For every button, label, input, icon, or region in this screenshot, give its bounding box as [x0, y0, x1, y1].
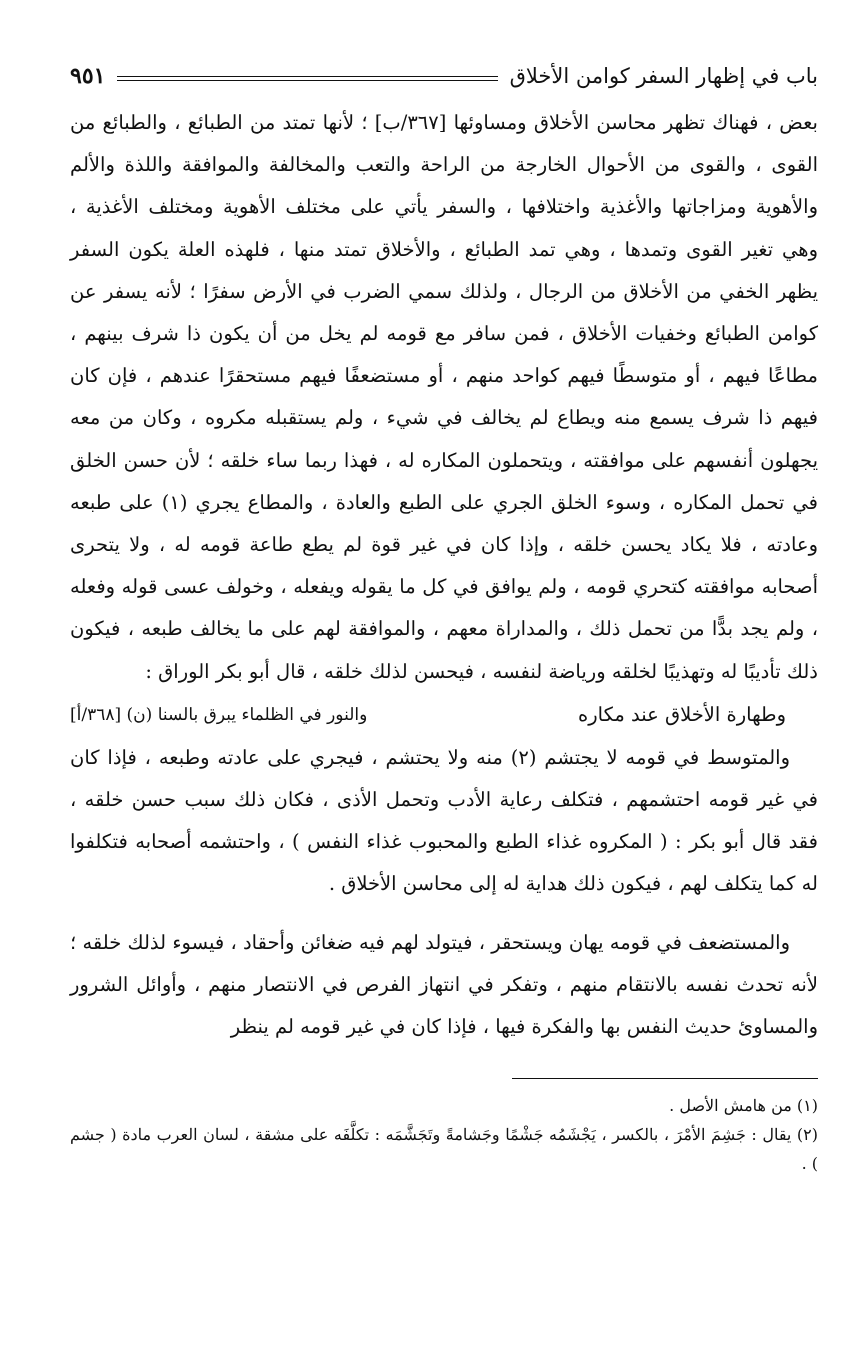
header-rule — [117, 76, 497, 81]
footnotes — [70, 1091, 818, 1178]
main-text — [70, 102, 818, 1048]
footnote-separator — [512, 1078, 818, 1079]
footnote: (١) من هامش الأصل . — [669, 1096, 818, 1116]
book-page — [70, 56, 818, 1316]
paragraph: والمستضعف في قومه يهان ويستحقر ، فيتولد لهم فيه ضغائن وأحقاد ، فيسوء لذلك خلقه ؛ لأنه تحدث نفسه بالانتقام منهم ، وتفكر في انتهاز الفرص في الانتصار منهم ، وأوائل الشرور والمساوئ حديث النفس بها والفكرة فيها ، فإذا كان في غير قومه لم ينظر — [70, 930, 818, 1039]
running-header — [70, 56, 818, 96]
footnote: (٢) يقال : جَشِمَ الأمْرَ ، بالكسر ، يَجْشَمُه جَشْمًا وجَشامةً وتَجَشَّمَه : تكلَّفَه على مشقة ، لسان العرب مادة ( جشم ) . — [70, 1125, 818, 1174]
chapter-title: باب في إظهار السفر كوامن الأخلاق — [509, 64, 818, 88]
verse-first-hemistich: وطهارة الأخلاق عند مكاره — [578, 702, 786, 726]
paragraph: بعض ، فهناك تظهر محاسن الأخلاق ومساوئها [٣٦٧/ب] ؛ لأنها تمتد من الطبائع ، والطبائع من القوى ، والقوى من الأحوال الخارجة من الراحة والتعب والمخالفة والموافقة واللذة والألم والأهوية ومزاجاتها والأغذية واختلافها ، والسفر يأتي على مختلف الأهوية ومختلف الأغذية ، وهي تغير القوى وتمدها ، وهي تمد الطبائع ، والأخلاق تمتد منها ، فلهذه العلة يكون السفر يظهر الخفي من الأخلاق من الرجال ، ولذلك سمي الضرب في الأرض سفرًا ؛ لأنه يسفر عن كوامن الطبائع وخفيات الأخلاق ، فمن سافر مع قومه لم يخل من أن يكون ذا شرف بينهم ، مطاعًا فيهم ، أو متوسطًا فيهم كواحد منهم ، أو مستضعفًا فيهم مستحقرًا عندهم ، فإن كان فيهم ذا شرف يسمع منه ويطاع لم يخالف في شيء ، ولم يستقبله مكروه ، وكان من معه يجهلون أنفسهم على موافقته ، ويتحملون المكاره له ، فهذا ربما ساء خلقه ؛ لأن حسن الخلق في تحمل المكاره ، وسوء الخلق الجري على الطبع والعادة ، والمطاع يجري (١) على طبعه وعادته ، فلا يكاد يحسن خلقه ، وإذا كان في غير قوة لم يطع طاعة قومه له ، ولا يتحرى أصحابه موافقته كتحري قومه ، ولم يوافق في كل ما يقوله ويفعله ، وخولف عسى قوله وفعله ، ولم يجد بدًّا من تحمل ذلك ، والمداراة معهم ، والموافقة لهم على ما يخالف طبعه ، فيكون ذلك تأديبًا له وتهذيبًا لخلقه ورياضة لنفسه ، فيحسن لذلك خلقه ، قال أبو بكر الوراق : — [70, 111, 818, 683]
paragraph: والمتوسط في قومه لا يجتشم (٢) منه ولا يحتشم ، فيجري على عادته وطبعه ، فإذا كان في غير قومه احتشمهم ، فتكلف رعاية الأدب وتحمل الأذى ، فكان ذلك سبب حسن خلقه ، فقد قال أبو بكر : ( المكروه غذاء الطبع والمحبوب غذاء النفس ) ، واحتشمه أصحابه فتكلفوا له كما يتكلف لهم ، فيكون ذلك هداية له إلى محاسن الأخلاق . — [70, 745, 818, 896]
poem-verse — [70, 693, 818, 737]
page-number: ٩٥١ — [70, 63, 106, 89]
verse-second-hemistich: والنور في الظلماء يبرق بالسنا (ن) [٣٦٨/أ] — [70, 704, 368, 725]
